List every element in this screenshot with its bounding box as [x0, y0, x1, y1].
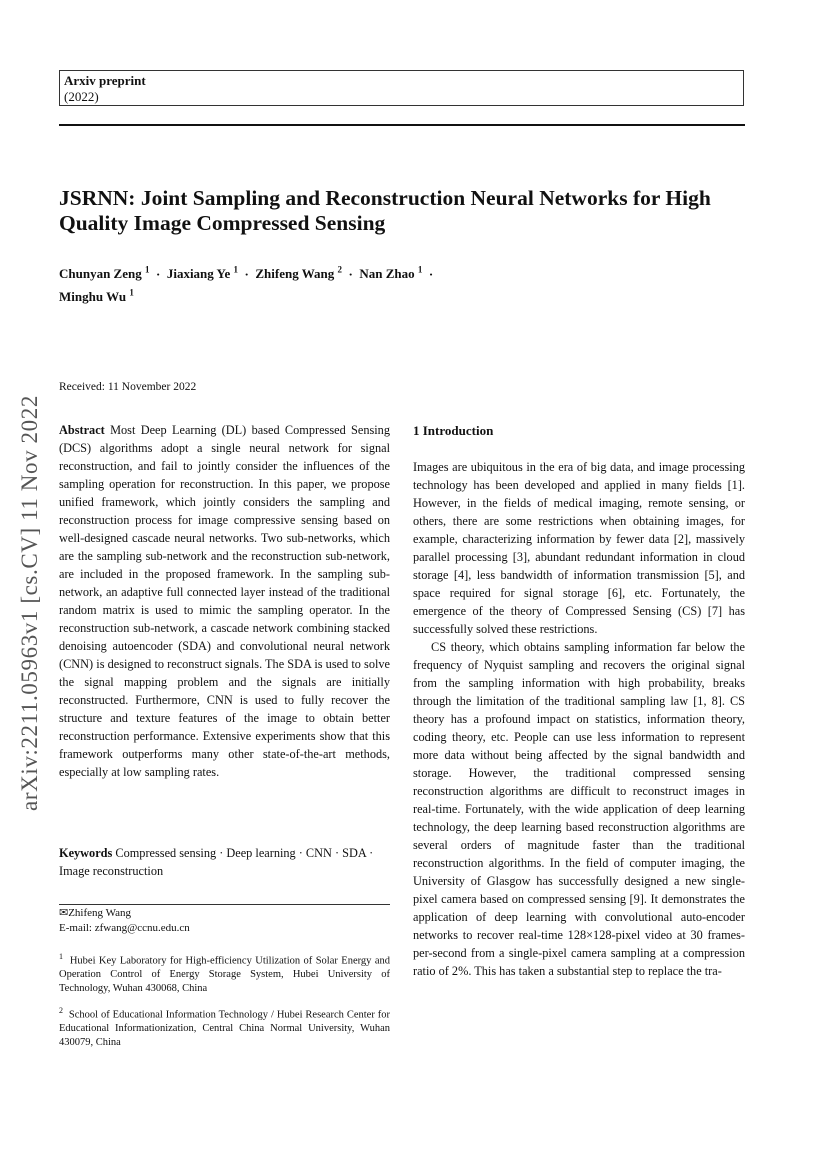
correspondence	[59, 906, 390, 936]
abstract	[59, 421, 390, 781]
corresponding-email: E-mail: zfwang@ccnu.edu.cn	[59, 922, 190, 934]
paragraph: CS theory, which obtains sampling information far below the frequency of Nyquist sampling and recovers the original signal from the sampling information with high probability, breaks through the limitation of the traditional sampling law [1, 8]. CS theory has a profound impact on statistics, information theory, coding theory, etc. People can use less information to represent more data without being affected by the signal bandwidth and storage. However, the traditional compressed sensing reconstruction algorithms are difficult to reconstruct images in real-time. Fortunately, with the wide application of deep learning technology, the deep learning based reconstruction algorithms are several orders of magnitude faster than the traditional reconstruction algorithms. In the field of computer imaging, the University of Glasgow has successfully designed a new single-pixel camera based on compressed sensing [9]. It demonstrates the application of deep learning with convolutional auto-encoder networks to recover real-time 128×128-pixel video at 30 frames-per-second from a single-pixel camera sampling at a compression ratio of 2%. This has taken a substantial step to replace the tra-	[413, 640, 745, 978]
arxiv-stamp-text: arXiv:2211.05963v1 [cs.CV] 11 Nov 2022	[17, 395, 42, 811]
keywords-text: Compressed sensing · Deep learning · CNN · SDA · Image reconstruction	[59, 846, 374, 878]
received-date: Received: 11 November 2022	[59, 381, 197, 393]
footnote-rule	[59, 904, 390, 905]
author: Jiaxiang Ye $^1$	[166, 265, 239, 282]
introduction-body	[413, 458, 745, 980]
author: Zhifeng Wang $^2$	[255, 265, 342, 282]
abstract-label: Abstract	[59, 423, 105, 437]
header-rule	[59, 124, 745, 126]
author-list: Chunyan Zeng $^1$ · Jiaxiang Ye $^1$ · Zhifeng Wang $^2$ · Nan Zhao $^1$ · Minghu Wu $^1$	[59, 265, 434, 304]
paper-title: JSRNN: Joint Sampling and Reconstruction Neural Networks for High Quality Image Compressed Sensing	[59, 186, 711, 235]
author: Chunyan Zeng $^1$	[59, 265, 150, 282]
journal-header-box	[59, 70, 744, 106]
keywords-label: Keywords	[59, 846, 113, 860]
keywords	[59, 844, 390, 880]
journal-name: Arxiv preprint	[64, 73, 146, 88]
journal-year: (2022)	[64, 89, 99, 104]
section-heading: 1 Introduction	[413, 423, 494, 438]
affiliation-1: $^1$ Hubei Key Laboratory for High-efficiency Utilization of Solar Energy and Operation Control of Energy Storage System, Hubei University of Technology, Wuhan 430068, China	[59, 952, 391, 994]
affiliation-2: $^2$ School of Educational Information Technology / Hubei Research Center for Educational Informationization, Central China Normal University, Wuhan 430079, China	[59, 1006, 391, 1048]
paragraph: Images are ubiquitous in the era of big data, and image processing technology has been developed and applied in many fields [1]. However, in the fields of medical imaging, remote sensing, or others, there are some restrictions when obtaining images, for example, characterizing information by fewer data [2], massively parallel processing [3], abundant redundant information in cloud storage [4], less bandwidth of information transmission [5], and space required for signal storage [6], etc. Fortunately, the emergence of the theory of Compressed Sensing (CS) [7] has successfully solved these restrictions.	[413, 460, 745, 636]
author: Nan Zhao $^1$	[359, 265, 423, 282]
arxiv-stamp	[10, 354, 50, 852]
corresponding-author: ✉Zhifeng Wang	[59, 907, 131, 919]
author: Minghu Wu $^1$	[59, 287, 134, 304]
abstract-text: Most Deep Learning (DL) based Compressed Sensing (DCS) algorithms adopt a single neural network for signal reconstruction, and fail to jointly consider the influences of the sampling operation for reconstruction. In this paper, we propose unified framework, which jointly considers the sampling and reconstruction process for image compressive sensing based on well-designed cascade neural networks. Two sub-networks, which are the sampling sub-network and the reconstruction sub-network, are included in the proposed framework. In the sampling sub-network, an adaptive full connected layer instead of the traditional random matrix is used to mimic the sampling operator. In the reconstruction sub-network, a cascade network combining stacked denoising autoencoder (SDA) and convolutional neural network (CNN) is designed to reconstruct signals. The SDA is used to solve the signal mapping problem and the signals are initially reconstructed. Furthermore, CNN is used to fully recover the structure and texture features of the image to obtain better reconstruction performance. Extensive experiments show that this framework outperforms many other state-of-the-art methods, especially at low sampling rates.	[59, 423, 390, 779]
